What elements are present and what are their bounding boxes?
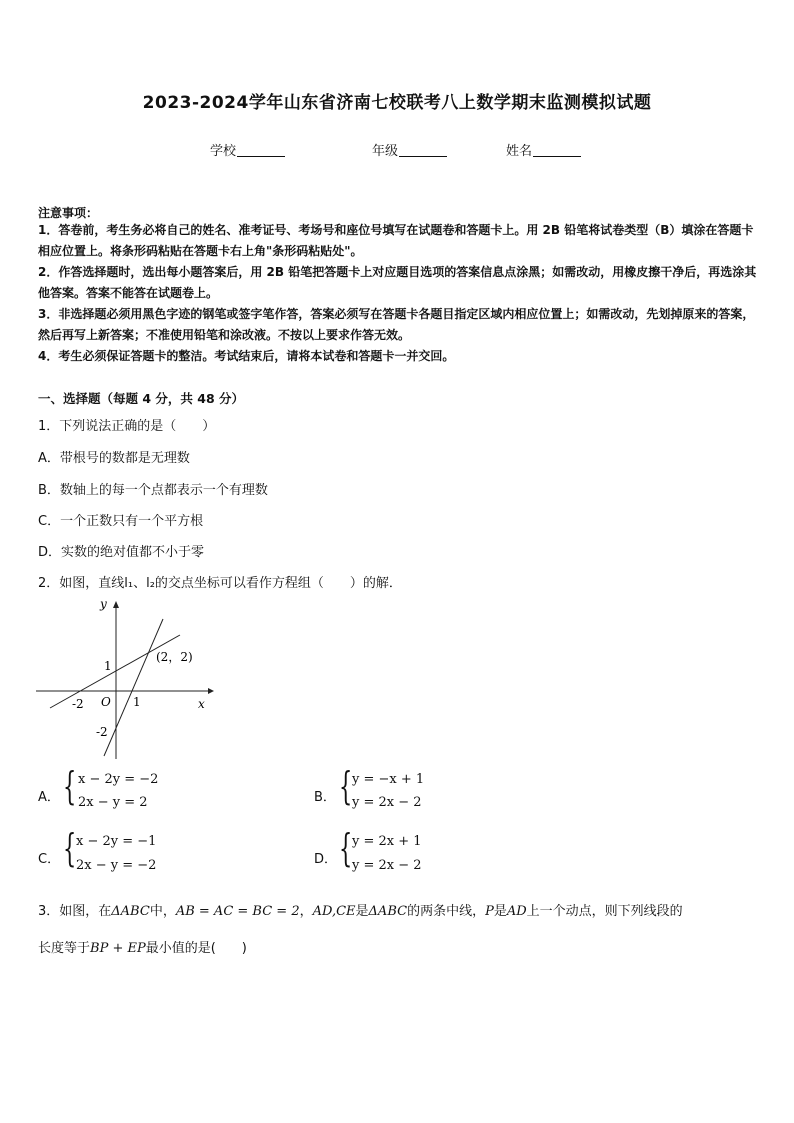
intersection-label: (2，2) [156,650,193,664]
question-2-stem: 2．如图，直线l₁、l₂的交点坐标可以看作方程组（ ）的解． [38,576,402,591]
school-label: 学校 [210,144,237,159]
brace-icon: { [63,764,77,808]
q2-graph [30,594,220,764]
tick-x1: 1 [133,695,141,709]
q3-text: 中， [149,904,176,919]
name-label: 姓名 [506,144,533,159]
school-field [210,140,285,159]
note-item: 1．答卷前，考生务必将自己的姓名、准考证号、考场号和座位号填写在试题卷和答题卡上。用 2B 铅笔将试卷类型（B）填涂在答题卡相应位置上。将条形码粘贴在答题卡右上角"条形码粘贴处"。 [38,223,754,258]
q3-math: ΔABC [111,904,150,919]
q1-option-b[interactable]: B．数轴上的每一个点都表示一个有理数 [38,483,268,498]
y-label: y [100,597,107,611]
line-l2 [104,619,163,756]
q3-math: AD [506,904,527,919]
q1-option-d[interactable]: D．实数的绝对值都不小于零 [38,545,205,560]
brace-icon: { [63,826,77,870]
q3-math: AD,CE [312,904,356,919]
notes-heading: 注意事项： [38,206,99,220]
brace-icon: { [339,764,353,808]
q1-option-c[interactable]: C．一个正数只有一个平方根 [38,514,204,529]
q3-text: 最小值的是( ) [145,941,247,956]
x-axis-arrow [208,688,214,694]
q2-option-c-eq1: x − 2y = −1 [76,834,157,849]
note-item: 4．考生必须保证答题卡的整洁。考试结束后，请将本试卷和答题卡一并交回。 [38,349,455,363]
q3-text: 是 [355,904,369,919]
q3-text: 长度等于 [38,941,91,956]
tick-yneg2: -2 [96,725,108,739]
x-label: x [198,697,205,711]
name-blank[interactable] [533,143,581,157]
name-field [506,140,581,159]
q3-math: P [485,904,494,919]
question-3-stem-line2 [38,937,247,956]
q2-option-a-eq2: 2x − y = 2 [78,795,148,810]
grade-blank[interactable] [399,143,447,157]
section-heading: 一、选择题（每题 4 分，共 48 分） [38,391,245,406]
y-axis-arrow [113,601,119,608]
q2-option-b-label[interactable]: B． [314,790,336,805]
origin-label: O [101,695,111,709]
q3-math: BP + EP [90,941,146,956]
q2-option-a-eq1: x − 2y = −2 [78,772,159,787]
q3-text: 的两条中线， [407,904,486,919]
grade-label: 年级 [372,144,399,159]
q3-math: AB = AC = BC = 2 [175,904,300,919]
grade-field [372,140,447,159]
q2-option-d-eq1: y = 2x + 1 [352,834,422,849]
tick-y1: 1 [104,659,112,673]
tick-xneg2: -2 [72,697,84,711]
q2-option-d-eq2: y = 2x − 2 [352,858,422,873]
q2-option-c-eq2: 2x − y = −2 [76,858,157,873]
school-blank[interactable] [237,143,285,157]
q3-math: ΔABC [368,904,408,919]
q2-option-d-label[interactable]: D． [314,852,338,867]
q1-option-a[interactable]: A．带根号的数都是无理数 [38,451,190,466]
q2-option-c-label[interactable]: C． [38,852,61,867]
q2-option-a-label[interactable]: A． [38,790,60,805]
q3-text: 是 [493,904,507,919]
note-item: 3．非选择题必须用黑色字迹的钢笔或签字笔作答，答案必须写在答题卡各题目指定区域内相应位置上；如需改动，先划掉原来的答案，然后再写上新答案；不准使用铅笔和涂改液。不按以上要求作答无效。 [38,307,755,342]
q3-text: 上一个动点，则下列线段的 [526,904,683,919]
question-1-stem: 1．下列说法正确的是（ ） [38,419,216,434]
brace-icon: { [339,826,353,870]
q3-text: 3．如图，在 [38,904,112,919]
line-l1 [50,635,180,708]
question-3-stem [38,900,683,919]
note-item: 2．作答选择题时，选出每小题答案后，用 2B 铅笔把答题卡上对应题目选项的答案信息点涂黑；如需改动，用橡皮擦干净后，再选涂其他答案。答案不能答在试题卷上。 [38,265,757,300]
q2-option-b-eq1: y = −x + 1 [352,772,425,787]
page-title: 2023-2024学年山东省济南七校联考八上数学期末监测模拟试题 [142,93,652,113]
q3-text: ， [299,904,313,919]
q2-option-b-eq2: y = 2x − 2 [352,795,422,810]
